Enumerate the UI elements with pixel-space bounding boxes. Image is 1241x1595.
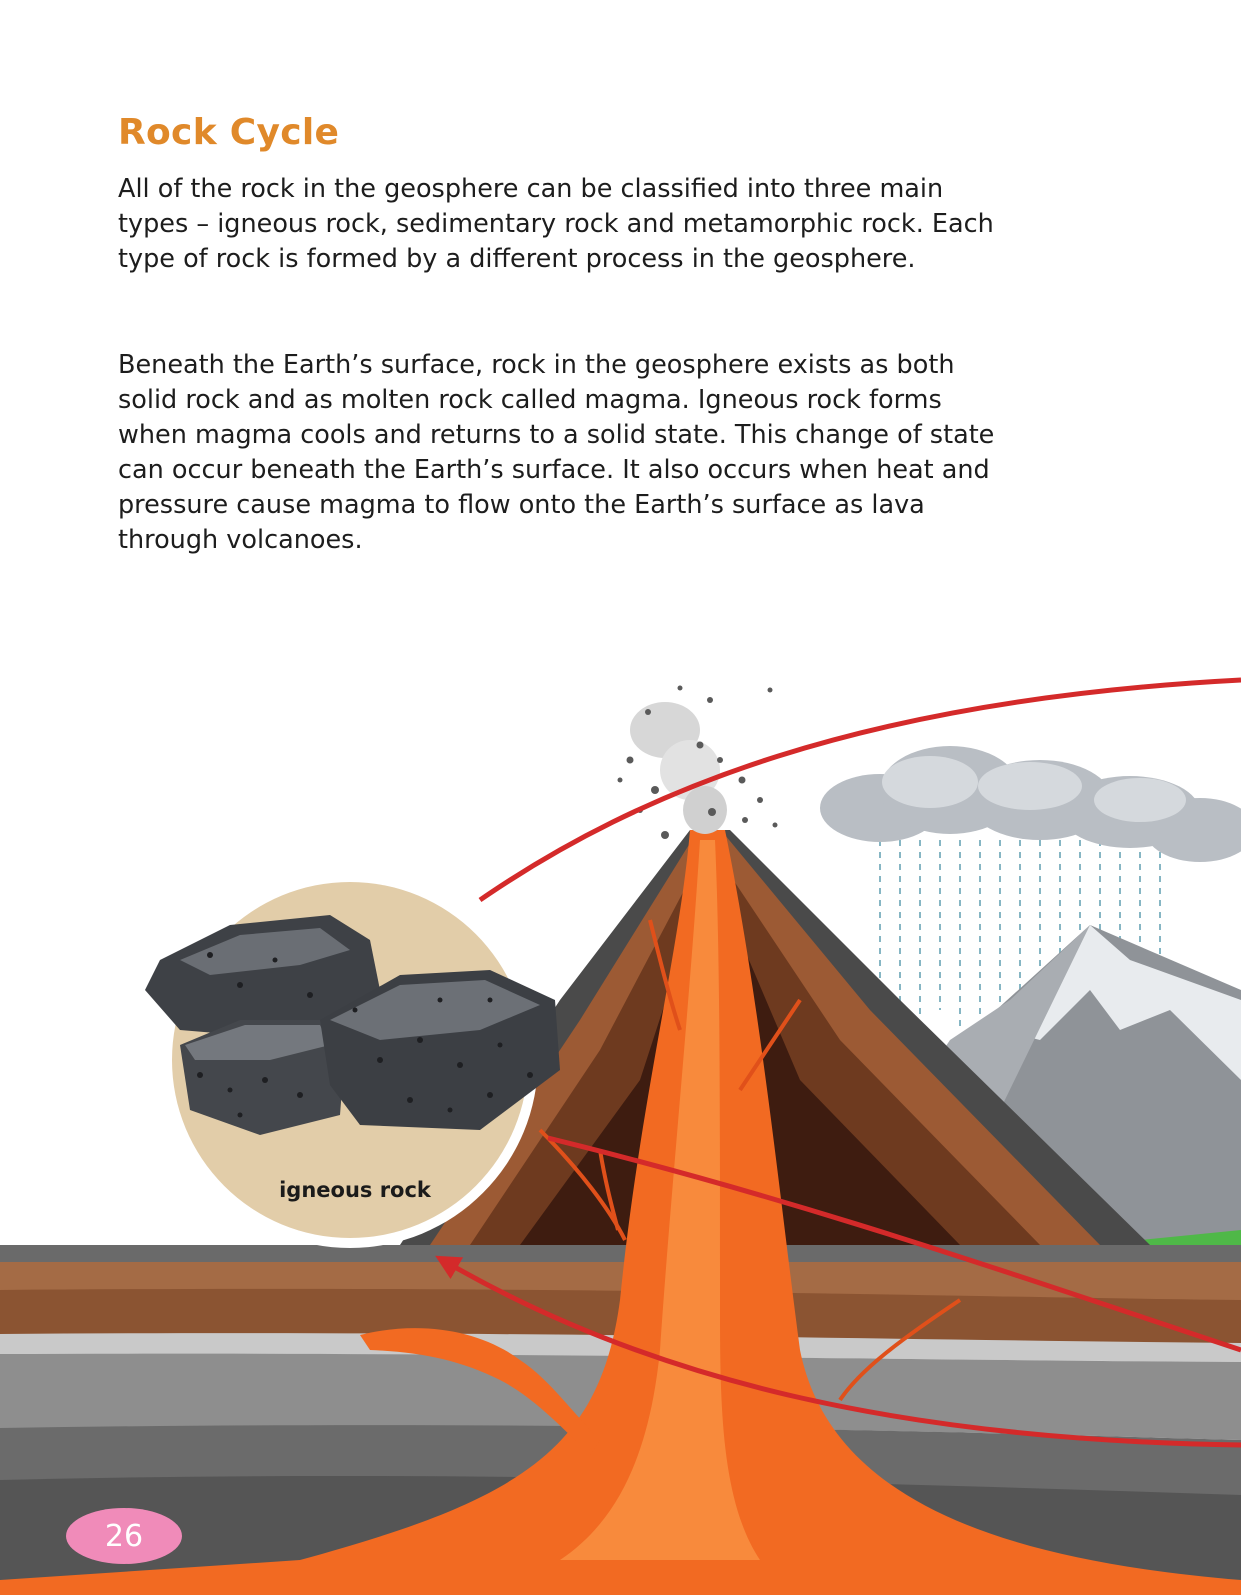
page-title: Rock Cycle	[118, 112, 340, 153]
rock-cycle-illustration	[0, 660, 1241, 1595]
page-number-badge: 26	[66, 1508, 182, 1564]
magma-paragraph: Beneath the Earth’s surface, rock in the geosphere exists as both solid rock and as molten rock called magma. Igneous rock forms when magma cools and returns to a solid state. This change of state can occur beneath the Earth’s surface. It also occurs when heat and pressure cause magma to flow onto the Earth’s surface as lava through volcanoes.	[118, 350, 995, 555]
intro-paragraph: All of the rock in the geosphere can be classified into three main types – igneous rock, sedimentary rock and metamorphic rock. Each type of rock is formed by a different process in the geosphere.	[118, 174, 994, 274]
igneous-rock-label: igneous rock	[279, 1178, 431, 1202]
